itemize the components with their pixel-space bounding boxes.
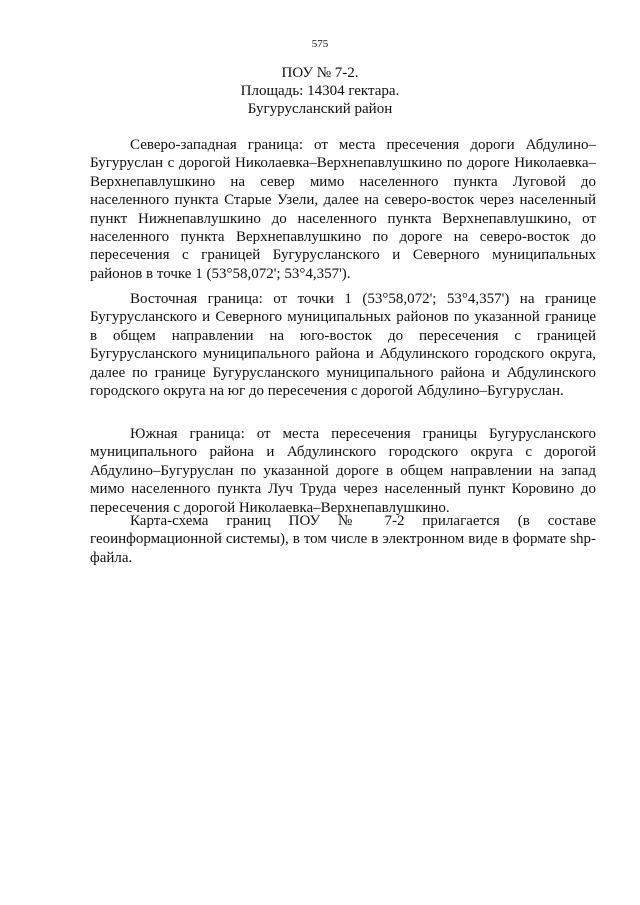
page-number: 575: [311, 38, 329, 50]
east-boundary-paragraph: Восточная граница: от точки 1 (53°58,072'; 53°4,357') на границе Бугурусланского и Северного муниципальных районов по указанной границе в общем направлении на юго-восток до пересечения с границей Бугурусланского муниципального района и Абдулинского городского округа, далее по границе Бугурусланского муниципального района и Абдулинского городского округа на юг до пересечения с дорогой Абдулино–Бугуруслан.: [90, 291, 596, 400]
document-header: [0, 64, 640, 118]
district-line: Бугурусланский район: [247, 101, 393, 117]
map-note-paragraph: Карта-схема границ ПОУ № 7-2 прилагается (в составе геоинформационной системы), в том числе в электронном виде в формате shp-файла.: [90, 513, 596, 566]
south-boundary-paragraph: Южная граница: от места пересечения границы Бугурусланского муниципального района и Абдулинского городского округа с дорогой Абдулино–Бугуруслан по указанной дороге в общем направлении на запад мимо населенного пункта Луч Труда через населенный пункт Коровино до пересечения с дорогой Николаевка–Верхнепавлушкино.: [90, 426, 596, 516]
map-note-section: [90, 512, 596, 567]
northwest-boundary-section: [90, 136, 596, 283]
northwest-boundary-paragraph: Северо-западная граница: от места пресечения дороги Абдулино–Бугуруслан с дорогой Николаевка–Верхнепавлушкино по дороге Николаевка–Верхнепавлушкино на север мимо населенного пункта Луговой до населенного пункта Старые Узели, далее на северо-восток через населенный пункт Нижнепавлушкино до населенного пункта Верхнепавлушкино, от населенного пункта Верхнепавлушкино по дороге на северо-восток до пересечения с границей Бугурусланского и Северного муниципальных районов в точке 1 (53°58,072'; 53°4,357').: [90, 137, 596, 282]
east-boundary-section: [90, 290, 596, 400]
south-boundary-section: [90, 425, 596, 517]
document-title: ПОУ № 7-2.: [281, 65, 359, 81]
area-line: Площадь: 14304 гектара.: [240, 83, 400, 99]
